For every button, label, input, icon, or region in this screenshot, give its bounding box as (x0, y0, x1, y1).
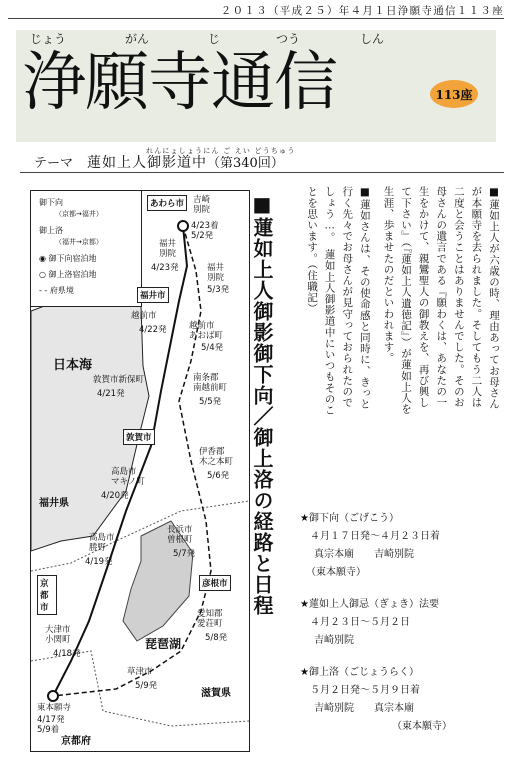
body-paragraph-1: ■蓮如上人が六歳の時、理由あってお母さんが本願寺を去られました。そしてもう二人は二度と会うことはありませんでした。そのお母さんの遺言である『願わくは、あなたの一生をかけて、親鸞聖人の御教えを、再び興して下さい』（『蓮如上人遺徳記』）が蓮如上人を生涯、歩ませたのだといわれます。 (382, 186, 500, 415)
place-katsuno-date: 4/19発 (85, 557, 113, 567)
place-higashi-honganji-date: 4/17発 5/9着 (37, 715, 65, 735)
lodging-dot (48, 691, 58, 701)
legend-down-lodging-label: 御下向宿泊地 (48, 254, 97, 263)
schedule-up-title: ★御上洛（ごじょうらく） (300, 667, 419, 678)
region-kyoto-city: 京都市 (37, 575, 57, 615)
place-fukui-down-date: 4/23発 (151, 263, 179, 273)
schedule-gyoki-title: ★蓮如上人御忌（ぎょき）法要 (300, 599, 439, 610)
place-fukui-down: 福井 別院 (159, 239, 177, 259)
region-shiga: 滋賀県 (201, 688, 231, 699)
map-legend (31, 191, 142, 307)
legend-down-sub: （京都→福井） (55, 210, 103, 218)
place-kusatsu-date: 5/9発 (135, 681, 158, 691)
legend-border: - - 府県境 (39, 286, 74, 295)
schedule-up-places: 吉崎別院 真宗本廟 (314, 703, 414, 714)
region-fukui-pref: 福井県 (39, 498, 69, 509)
place-echizen: 越前市 (131, 311, 157, 321)
body-text (290, 186, 502, 418)
schedule-down-note: （東本願寺） (306, 567, 366, 578)
place-yoshizaki-date: 4/23着 5/2発 (191, 221, 219, 241)
region-kyoto-pref: 京都府 (61, 736, 91, 747)
schedule-down-title: ★御下向（ごげこう） (300, 513, 399, 524)
place-sone-date: 5/7発 (173, 549, 196, 559)
region-fukui-city: 福井市 (137, 287, 169, 303)
place-aisho-date: 5/8発 (205, 633, 228, 643)
ruby-jou: じょう (30, 32, 67, 46)
region-awara: あわら市 (147, 195, 187, 211)
theme-rule (20, 172, 504, 173)
legend-up-lodging: ○ 御上洛宿泊地 (39, 270, 97, 279)
theme-label: テーマ (34, 156, 74, 171)
lodging-dot (178, 221, 188, 231)
place-shinbo-date: 4/21発 (97, 389, 125, 399)
place-sone: 長浜市 曽根町 (167, 525, 193, 545)
theme-line (34, 152, 284, 172)
place-makino-date: 4/20発 (101, 491, 129, 501)
place-aisho: 愛知郡 愛荘町 (197, 609, 223, 629)
region-sea: 日本海 (53, 358, 93, 373)
theme-ruby: れんにょしょうにん ご えい どうちゅう (146, 147, 296, 155)
place-katsuno: 高島市 勝野 (89, 533, 115, 553)
theme-number: （第340回） (207, 156, 284, 171)
place-aoba-date: 5/4発 (201, 343, 224, 353)
legend-border-label: 府県境 (49, 286, 74, 295)
place-koseki: 大津市 小関町 (45, 625, 71, 645)
theme-title: 蓮如上人御影道中 (87, 155, 208, 171)
place-shinbo: 敦賀市新保町 (93, 375, 145, 385)
legend-up-lodging-label: 御上洛宿泊地 (48, 270, 97, 279)
place-koseki-date: 4/18発 (53, 649, 81, 659)
top-rule (8, 18, 504, 19)
ruby-gan: がん (125, 32, 150, 46)
schedule-down-places: 真宗本廟 吉崎別院 (314, 549, 414, 560)
ruby-shin: しん (360, 32, 385, 46)
place-kinomoto: 伊香郡 木之本町 (199, 447, 234, 467)
region-tsuruga: 敦賀市 (123, 429, 155, 445)
newsletter-title: 浄願寺通信 (22, 46, 337, 120)
place-fukui-up: 福井 別院 (207, 263, 225, 283)
place-aoba: 越前市 あおば町 (189, 321, 224, 341)
place-minamiechizen-date: 5/5発 (199, 397, 222, 407)
place-echizen-date: 4/22発 (139, 325, 167, 335)
place-kusatsu: 草津市 (127, 667, 153, 677)
ruby-ji: じ (208, 32, 221, 46)
place-higashi-honganji: 東本願寺 (37, 703, 72, 713)
place-makino: 高島市 マキノ町 (111, 467, 145, 487)
legend-down-lodging: ◉ 御下向宿泊地 (39, 254, 97, 263)
route-map (30, 190, 250, 752)
place-fukui-up-date: 5/3発 (207, 285, 230, 295)
schedule (300, 510, 500, 736)
region-hikone: 彦根市 (199, 575, 231, 591)
region-biwako: 琵琶湖 (145, 637, 182, 651)
schedule-up-dates: ５月２日発～５月９日着 (310, 685, 420, 696)
issue-badge: 113座 (430, 80, 478, 108)
legend-up: 御上洛 (39, 226, 63, 235)
schedule-gyoki-place: 吉崎別院 (314, 635, 354, 646)
place-kinomoto-date: 5/6発 (207, 471, 230, 481)
body-paragraph-2: ■蓮如さんは、その使命感と同時に、きっと行く先々でお母さんが見守っておられたのでしょう…。 蓮如上人御影道中にいつもそのことを思います。（住職記） (306, 186, 371, 416)
issue-line: ２０１３（平成２５）年４月１日浄願寺通信１１３座 (220, 5, 504, 17)
schedule-up-note: （東本願寺） (392, 721, 452, 732)
legend-down: 御下向 (39, 198, 63, 207)
legend-up-sub: （福井→京都） (55, 238, 103, 246)
place-minamiechizen: 南条郡 南越前町 (193, 373, 228, 393)
place-yoshizaki: 吉崎 別院 (193, 195, 211, 215)
map-heading: ■蓮如上人御影御下向／御上洛の経路と日程 (250, 192, 274, 616)
schedule-gyoki-dates: ４月２３日～５月２日 (310, 617, 410, 628)
ruby-tsuu: つう (276, 32, 301, 46)
schedule-down-dates: ４月１７日発～４月２３日着 (310, 531, 440, 542)
